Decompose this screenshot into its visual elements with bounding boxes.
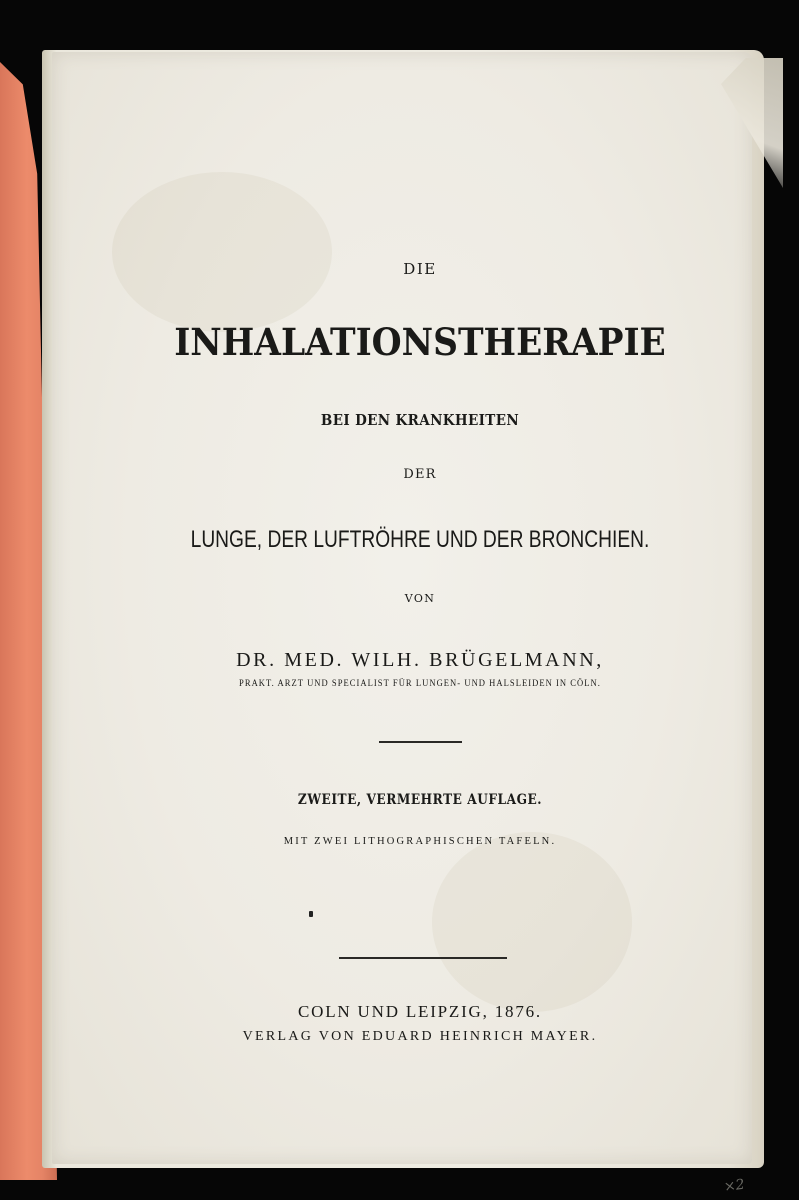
imprint-place-year: COLN UND LEIPZIG, 1876. bbox=[298, 1002, 542, 1021]
pencil-annotation: ×2 bbox=[722, 1176, 746, 1196]
author-description: PRAKT. ARZT UND SPECIALIST FÜR LUNGEN- UND HALSLEIDEN IN CÖLN. bbox=[239, 678, 601, 688]
long-divider bbox=[339, 957, 507, 959]
plates-statement: MIT ZWEI LITHOGRAPHISCHEN TAFELN. bbox=[283, 836, 557, 847]
author-prefix: VON bbox=[404, 592, 436, 605]
title-article: DIE bbox=[403, 260, 437, 278]
subtitle-organs: LUNGE, DER LUFTRÖHRE UND DER BRONCHIEN. bbox=[190, 526, 650, 553]
title-page bbox=[52, 52, 752, 1196]
paper-stain bbox=[432, 832, 632, 1012]
short-divider bbox=[379, 741, 462, 743]
imprint-publisher: VERLAG VON EDUARD HEINRICH MAYER. bbox=[242, 1029, 598, 1044]
paper-stain bbox=[112, 172, 332, 332]
subtitle-connector: DER bbox=[403, 467, 437, 482]
book-subtitle: BEI DEN KRANKHEITEN bbox=[320, 411, 520, 429]
author-name: DR. MED. WILH. BRÜGELMANN, bbox=[236, 649, 604, 671]
edition-statement: ZWEITE, VERMEHRTE AUFLAGE. bbox=[297, 792, 543, 808]
book-title: INHALATIONSTHERAPIE bbox=[174, 320, 666, 364]
ink-dot bbox=[309, 911, 313, 917]
